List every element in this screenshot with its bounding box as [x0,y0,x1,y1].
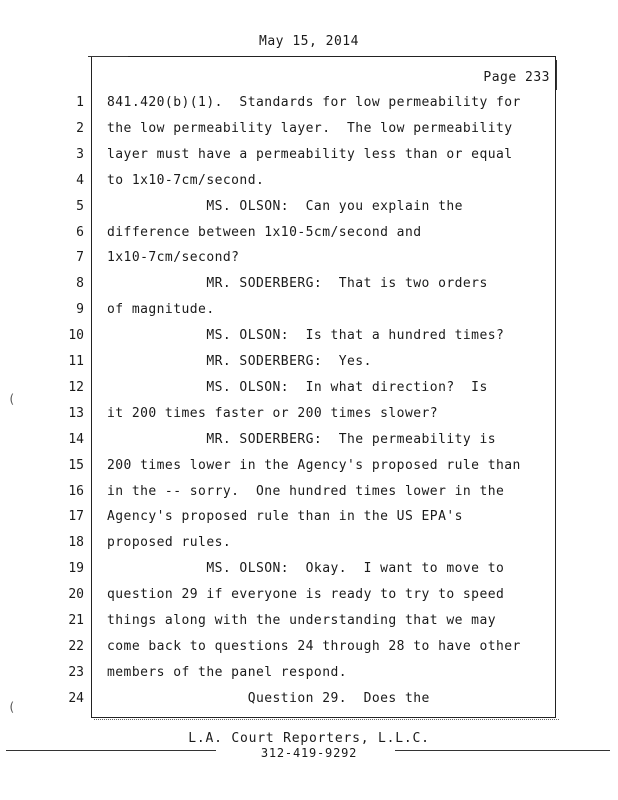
transcript-line: Agency's proposed rule than in the US EPA's [107,509,463,524]
line-number: 7 [76,250,84,265]
line-number: 21 [68,613,84,628]
page-number: Page 233 [483,70,550,85]
frame-tick-right [556,60,557,90]
line-number: 17 [68,509,84,524]
transcript-line: MR. SODERBERG: Yes. [107,354,372,369]
transcript-line: members of the panel respond. [107,665,348,680]
transcript-line: MS. OLSON: Is that a hundred times? [107,328,505,343]
line-number: 13 [68,406,84,421]
line-number: 11 [68,354,84,369]
transcript-line: layer must have a permeability less than or equal [107,147,513,162]
line-number: 5 [76,199,84,214]
transcript-line: MS. OLSON: Okay. I want to move to [107,561,505,576]
court-reporter-phone: 312-419-9292 [260,746,358,760]
court-reporter-firm: L.A. Court Reporters, L.L.C. [188,731,430,746]
line-number: 12 [68,380,84,395]
line-number: 8 [76,276,84,291]
transcript-line: MS. OLSON: In what direction? Is [107,380,488,395]
transcript-line: MS. OLSON: Can you explain the [107,199,463,214]
transcript-line: Question 29. Does the [107,691,430,706]
line-number: 4 [76,173,84,188]
line-number: 1 [76,95,84,110]
line-number: 22 [68,639,84,654]
transcript-line: in the -- sorry. One hundred times lower in the [107,484,505,499]
transcript-line: MR. SODERBERG: The permeability is [107,432,497,447]
transcript-line: difference between 1x10-5cm/second and [107,225,422,240]
transcript-line: it 200 times faster or 200 times slower? [107,406,439,421]
line-number: 19 [68,561,84,576]
line-number: 18 [68,535,84,550]
line-number: 2 [76,121,84,136]
line-number: 23 [68,665,84,680]
transcript-line: MR. SODERBERG: That is two orders [107,276,488,291]
transcript-line: 200 times lower in the Agency's proposed rule than [107,458,521,473]
transcript-line: proposed rules. [107,535,232,550]
line-number: 9 [76,302,84,317]
line-number: 16 [68,484,84,499]
line-number: 6 [76,225,84,240]
transcript-line: to 1x10-7cm/second. [107,173,265,188]
transcript-line: come back to questions 24 through 28 to have other [107,639,521,654]
frame-tick-top [88,56,128,57]
transcript-line: the low permeability layer. The low permeability [107,121,513,136]
line-number: 14 [68,432,84,447]
margin-mark: ( [8,700,16,714]
transcript-line: things along with the understanding that we may [107,613,497,628]
line-number: 15 [68,458,84,473]
transcript-date: May 15, 2014 [259,34,359,49]
line-number: 24 [68,691,84,706]
line-number: 10 [68,328,84,343]
line-number: 20 [68,587,84,602]
transcript-line: of magnitude. [107,302,215,317]
transcript-line: 841.420(b)(1). Standards for low permeability for [107,95,521,110]
transcript-line: 1x10-7cm/second? [107,250,240,265]
transcript-line: question 29 if everyone is ready to try to speed [107,587,505,602]
line-number: 3 [76,147,84,162]
margin-mark: ( [8,392,16,406]
